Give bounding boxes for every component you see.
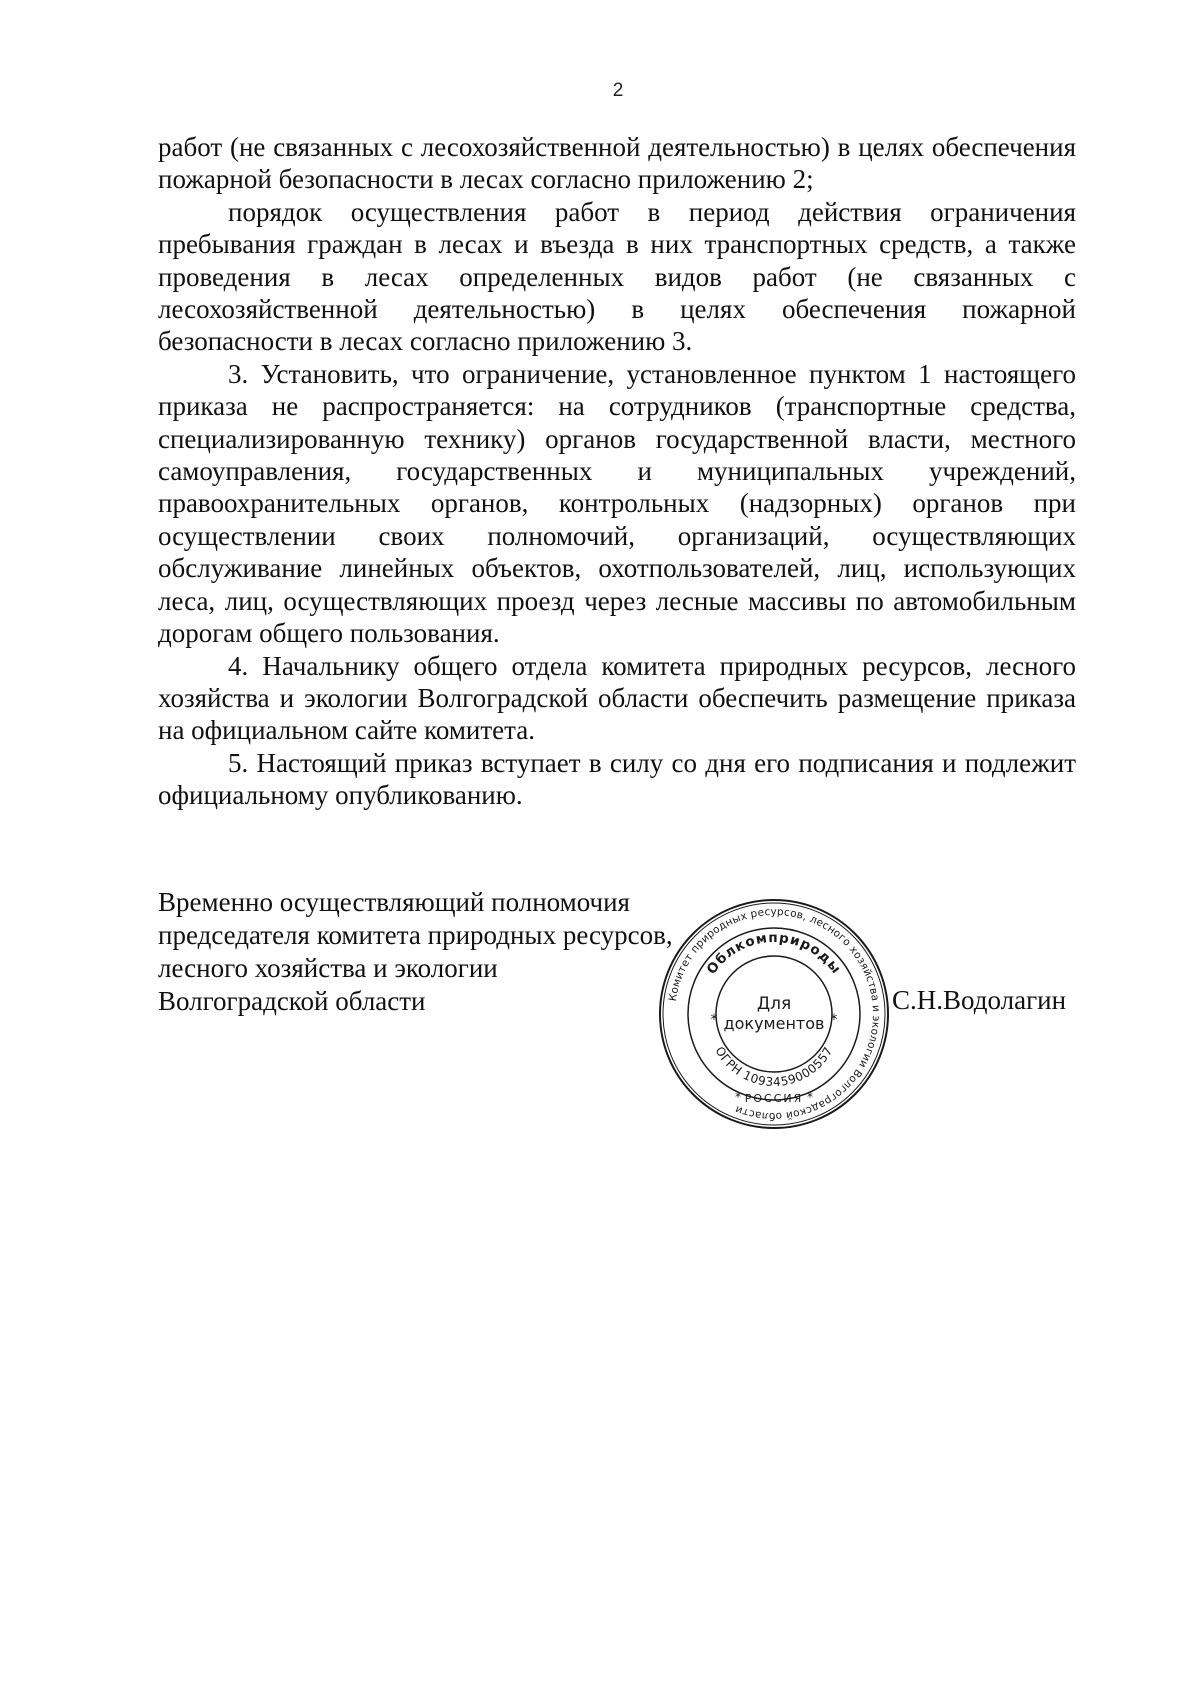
seal-star-right-icon: * (830, 1012, 838, 1028)
seal-star-left-icon: * (710, 1012, 718, 1028)
seal-outer-text: Комитет природных ресурсов, лесного хозяйства и экологии Волгоградской области (666, 905, 883, 1123)
page-number: 2 (612, 80, 624, 101)
position-line: Волгоградской области (158, 986, 426, 1016)
signatory-name: С.Н.Водолагин (892, 985, 1067, 1015)
seal-star-bottom-left-icon: * (735, 1090, 741, 1104)
seal-top-text: Облкомприроды (703, 929, 845, 978)
seal-registration-text: ОГРН 1093459000557 (712, 1044, 836, 1090)
paragraph-work-procedure: порядок осуществления работ в период действия ограничения пребывания граждан в лесах и въезда в них транспортных средств, а также проведения в лесах определенных видов работ (не связанных с лесохозяйственной деятельностью) в целях обеспечения пожарной безопасности в лесах согласно приложению 3. (158, 196, 1076, 357)
official-seal-stamp (656, 896, 892, 1132)
signatory-position (158, 886, 698, 1018)
seal-country-text: РОССИЯ (744, 1092, 804, 1105)
seal-star-bottom-right-icon: * (807, 1090, 813, 1104)
paragraph-item-3: 3. Установить, что ограничение, установленное пунктом 1 настоящего приказа не распространяется: на сотрудников (транспортные средства, специализированную технику) органов государственной власти, местного самоуправления, государственных и муниципальных учреждений, правоохранительных органов, контрольных (надзорных) органов при осуществлении своих полномочий, организаций, осуществляющих обслуживание линейных объектов, охотпользователей, лиц, использующих леса, лиц, осуществляющих проезд через лесные массивы по автомобильным дорогам общего пользования. (158, 358, 1076, 649)
position-line: председателя комитета природных ресурсов, (158, 920, 673, 950)
paragraph-item-4: 4. Начальнику общего отдела комитета природных ресурсов, лесного хозяйства и экологии Волгоградской области обеспечить размещение приказа на официальном сайте комитета. (158, 650, 1076, 746)
position-line: Временно осуществляющий полномочия (158, 887, 630, 917)
document-body (158, 131, 1076, 812)
seal-center-line-2: документов (723, 1014, 825, 1033)
paragraph-item-5: 5. Настоящий приказ вступает в силу со дня его подписания и подлежит официальному опубликованию. (158, 747, 1076, 811)
seal-graphic (656, 896, 892, 1132)
seal-center-line-1: Для (756, 994, 792, 1014)
position-line: лесного хозяйства и экологии (158, 953, 498, 983)
paragraph-continuation: работ (не связанных с лесохозяйственной деятельностью) в целях обеспечения пожарной безопасности в лесах согласно приложению 2; (158, 132, 1076, 195)
